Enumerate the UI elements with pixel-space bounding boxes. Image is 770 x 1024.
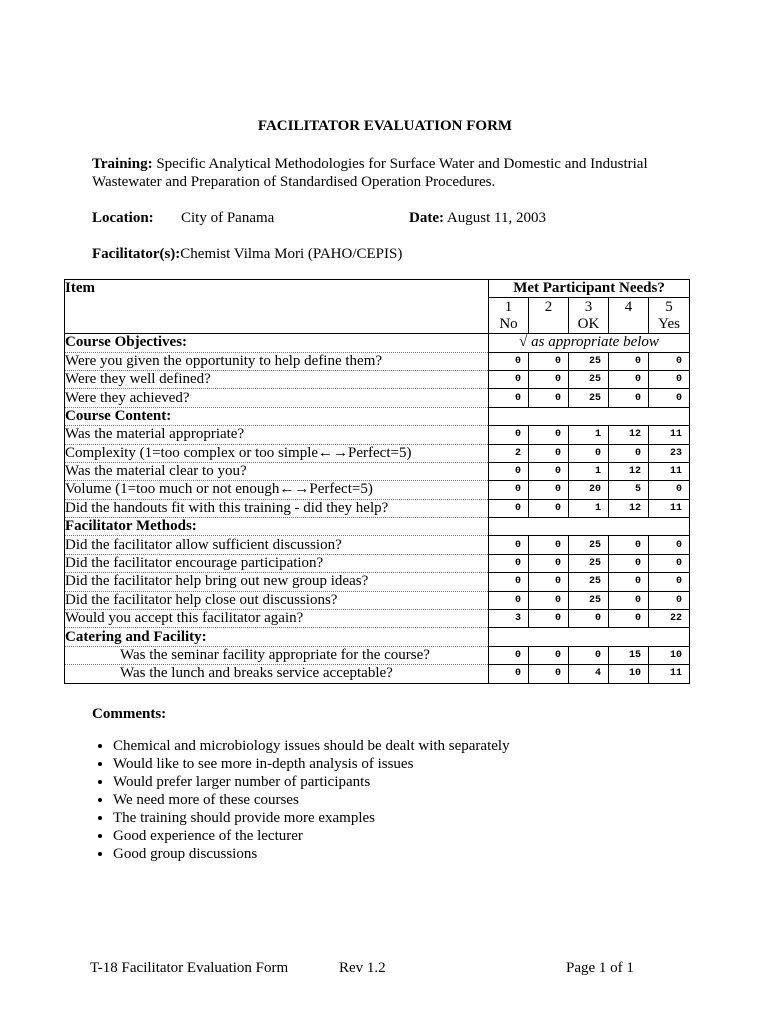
facilitator-value: Chemist Vilma Mori (PAHO/CEPIS) xyxy=(180,246,403,262)
scale-number: 3 xyxy=(569,298,609,316)
rating-count: 0 xyxy=(529,536,569,554)
rating-count: 0 xyxy=(569,444,609,462)
rating-count: 22 xyxy=(649,610,690,628)
rating-count: 5 xyxy=(609,481,649,499)
item-column-header: Item xyxy=(65,280,489,298)
scale-number: 4 xyxy=(609,298,649,316)
rating-count: 1 xyxy=(569,426,609,444)
training-line-1: Specific Analytical Methodologies for Surface Water and Domestic and Industrial xyxy=(156,156,648,172)
scale-label: No xyxy=(489,316,529,334)
question-text: Did the handouts fit with this training - did they help? xyxy=(65,499,489,517)
question-row xyxy=(65,370,690,388)
question-text: Did the facilitator allow sufficient discussion? xyxy=(65,536,489,554)
question-row xyxy=(65,610,690,628)
facilitator-block xyxy=(92,245,402,263)
rating-count: 12 xyxy=(609,426,649,444)
rating-count: 0 xyxy=(529,481,569,499)
rating-count: 0 xyxy=(649,591,690,609)
rating-count: 0 xyxy=(489,426,529,444)
blank-item-cell xyxy=(65,298,489,316)
section-title: Facilitator Methods: xyxy=(65,518,489,536)
question-text: Did the facilitator help bring out new group ideas? xyxy=(65,573,489,591)
rating-count: 0 xyxy=(489,554,529,572)
rating-count: 20 xyxy=(569,481,609,499)
section-title: Catering and Facility: xyxy=(65,628,489,646)
question-row xyxy=(65,389,690,407)
rating-count: 0 xyxy=(529,352,569,370)
rating-count: 0 xyxy=(569,646,609,664)
rating-count: 0 xyxy=(529,573,569,591)
question-text: Complexity (1=too complex or too simple←→Perfect=5) xyxy=(65,444,489,462)
comments-list xyxy=(90,737,510,863)
rating-count: 0 xyxy=(529,665,569,683)
question-text: Did the facilitator encourage participation? xyxy=(65,554,489,572)
question-row xyxy=(65,573,690,591)
question-row xyxy=(65,426,690,444)
scale-label xyxy=(609,316,649,334)
rating-count: 1 xyxy=(569,499,609,517)
date-value: August 11, 2003 xyxy=(446,210,546,226)
rating-count: 0 xyxy=(529,591,569,609)
scale-label: OK xyxy=(569,316,609,334)
section-row xyxy=(65,334,690,352)
comment-item: • Would like to see more in-depth analysis of issues xyxy=(113,755,510,773)
section-title: Course Content: xyxy=(65,407,489,425)
rating-count: 0 xyxy=(609,610,649,628)
rating-count: 0 xyxy=(529,444,569,462)
rating-count: 0 xyxy=(529,426,569,444)
rating-count: 0 xyxy=(649,573,690,591)
rating-count: 0 xyxy=(649,536,690,554)
rating-count: 11 xyxy=(649,665,690,683)
question-row xyxy=(65,462,690,480)
question-text: Were you given the opportunity to help define them? xyxy=(65,352,489,370)
question-row xyxy=(65,536,690,554)
rating-count: 0 xyxy=(489,370,529,388)
blank-item-cell xyxy=(65,316,489,334)
rating-count: 3 xyxy=(489,610,529,628)
section-row xyxy=(65,628,690,646)
scale-label-row xyxy=(65,316,690,334)
question-row xyxy=(65,646,690,664)
rating-count: 0 xyxy=(609,389,649,407)
date-block xyxy=(409,209,546,227)
comment-item: • Would prefer larger number of participants xyxy=(113,773,510,791)
rating-count: 0 xyxy=(569,610,609,628)
rating-count: 0 xyxy=(489,462,529,480)
scale-number: 5 xyxy=(649,298,690,316)
question-row xyxy=(65,665,690,683)
section-row xyxy=(65,407,690,425)
blank-rating-cell xyxy=(489,518,690,536)
rating-count: 0 xyxy=(529,610,569,628)
training-label: Training: xyxy=(92,156,153,172)
evaluation-table-body xyxy=(65,280,690,684)
question-text: Were they well defined? xyxy=(65,370,489,388)
rating-count: 25 xyxy=(569,573,609,591)
rating-count: 11 xyxy=(649,462,690,480)
rating-count: 25 xyxy=(569,389,609,407)
rating-count: 0 xyxy=(489,591,529,609)
rating-count: 25 xyxy=(569,554,609,572)
form-title: FACILITATOR EVALUATION FORM xyxy=(257,118,513,134)
question-text: Would you accept this facilitator again? xyxy=(65,610,489,628)
table-header-row xyxy=(65,280,690,298)
footer-page: Page 1 of 1 xyxy=(566,960,634,976)
question-text: Were they achieved? xyxy=(65,389,489,407)
rating-count: 0 xyxy=(529,370,569,388)
rating-count: 0 xyxy=(609,444,649,462)
question-text: Was the material appropriate? xyxy=(65,426,489,444)
rating-count: 0 xyxy=(489,352,529,370)
question-row xyxy=(65,481,690,499)
section-row xyxy=(65,518,690,536)
rating-count: 0 xyxy=(529,462,569,480)
rating-count: 25 xyxy=(569,591,609,609)
evaluation-table xyxy=(64,279,690,684)
question-row xyxy=(65,554,690,572)
rating-count: 12 xyxy=(609,462,649,480)
blank-rating-cell xyxy=(489,407,690,425)
rating-count: 2 xyxy=(489,444,529,462)
rating-count: 0 xyxy=(649,389,690,407)
rating-count: 11 xyxy=(649,499,690,517)
rating-count: 0 xyxy=(609,536,649,554)
facilitator-label: Facilitator(s): xyxy=(92,246,181,262)
rating-count: 4 xyxy=(569,665,609,683)
comment-item: • Good group discussions xyxy=(113,845,510,863)
scale-label xyxy=(529,316,569,334)
rating-count: 25 xyxy=(569,352,609,370)
rating-count: 0 xyxy=(529,499,569,517)
rating-count: 10 xyxy=(609,665,649,683)
question-text: Volume (1=too much or not enough←→Perfect=5) xyxy=(65,481,489,499)
footer-revision: Rev 1.2 xyxy=(339,960,386,976)
location-label-text: Location: xyxy=(92,210,154,226)
rating-count: 0 xyxy=(609,591,649,609)
rating-count: 0 xyxy=(609,573,649,591)
rating-count: 0 xyxy=(489,536,529,554)
rating-count: 10 xyxy=(649,646,690,664)
rating-count: 0 xyxy=(489,665,529,683)
scale-number-row xyxy=(65,298,690,316)
location-label xyxy=(92,209,154,227)
question-text: Was the seminar facility appropriate for the course? xyxy=(65,646,489,664)
training-block xyxy=(92,155,712,191)
rating-count: 0 xyxy=(609,370,649,388)
scale-number: 1 xyxy=(489,298,529,316)
rating-count: 0 xyxy=(609,352,649,370)
rating-count: 0 xyxy=(649,370,690,388)
rating-count: 0 xyxy=(489,499,529,517)
scale-number: 2 xyxy=(529,298,569,316)
comments-label-text: Comments: xyxy=(92,706,167,722)
question-text: Did the facilitator help close out discussions? xyxy=(65,591,489,609)
training-line-2: Wastewater and Preparation of Standardised Operation Procedures. xyxy=(92,174,496,190)
question-text: Was the material clear to you? xyxy=(65,462,489,480)
question-row xyxy=(65,591,690,609)
rating-count: 25 xyxy=(569,536,609,554)
check-note: √ as appropriate below xyxy=(489,334,690,352)
rating-count: 0 xyxy=(489,389,529,407)
question-row xyxy=(65,444,690,462)
location-value: City of Panama xyxy=(181,210,275,226)
rating-count: 0 xyxy=(489,646,529,664)
comment-item: • We need more of these courses xyxy=(113,791,510,809)
rating-count: 0 xyxy=(489,481,529,499)
comment-item: • Good experience of the lecturer xyxy=(113,827,510,845)
comment-item: • The training should provide more examples xyxy=(113,809,510,827)
rating-count: 0 xyxy=(529,646,569,664)
rating-count: 0 xyxy=(529,554,569,572)
rating-count: 0 xyxy=(649,352,690,370)
section-title: Course Objectives: xyxy=(65,334,489,352)
date-label: Date: xyxy=(409,210,444,226)
rating-count: 12 xyxy=(609,499,649,517)
rating-count: 25 xyxy=(569,370,609,388)
comments-label xyxy=(92,705,166,723)
scale-label: Yes xyxy=(649,316,690,334)
question-row xyxy=(65,499,690,517)
rating-count: 1 xyxy=(569,462,609,480)
blank-rating-cell xyxy=(489,628,690,646)
rating-count: 0 xyxy=(649,481,690,499)
question-row xyxy=(65,352,690,370)
rating-count: 11 xyxy=(649,426,690,444)
rating-count: 0 xyxy=(529,389,569,407)
needs-column-header: Met Participant Needs? xyxy=(489,280,690,298)
rating-count: 0 xyxy=(649,554,690,572)
rating-count: 0 xyxy=(609,554,649,572)
comment-item: • Chemical and microbiology issues should be dealt with separately xyxy=(113,737,510,755)
rating-count: 0 xyxy=(489,573,529,591)
question-text: Was the lunch and breaks service acceptable? xyxy=(65,665,489,683)
rating-count: 15 xyxy=(609,646,649,664)
rating-count: 23 xyxy=(649,444,690,462)
footer-form-name: T-18 Facilitator Evaluation Form xyxy=(90,960,289,976)
